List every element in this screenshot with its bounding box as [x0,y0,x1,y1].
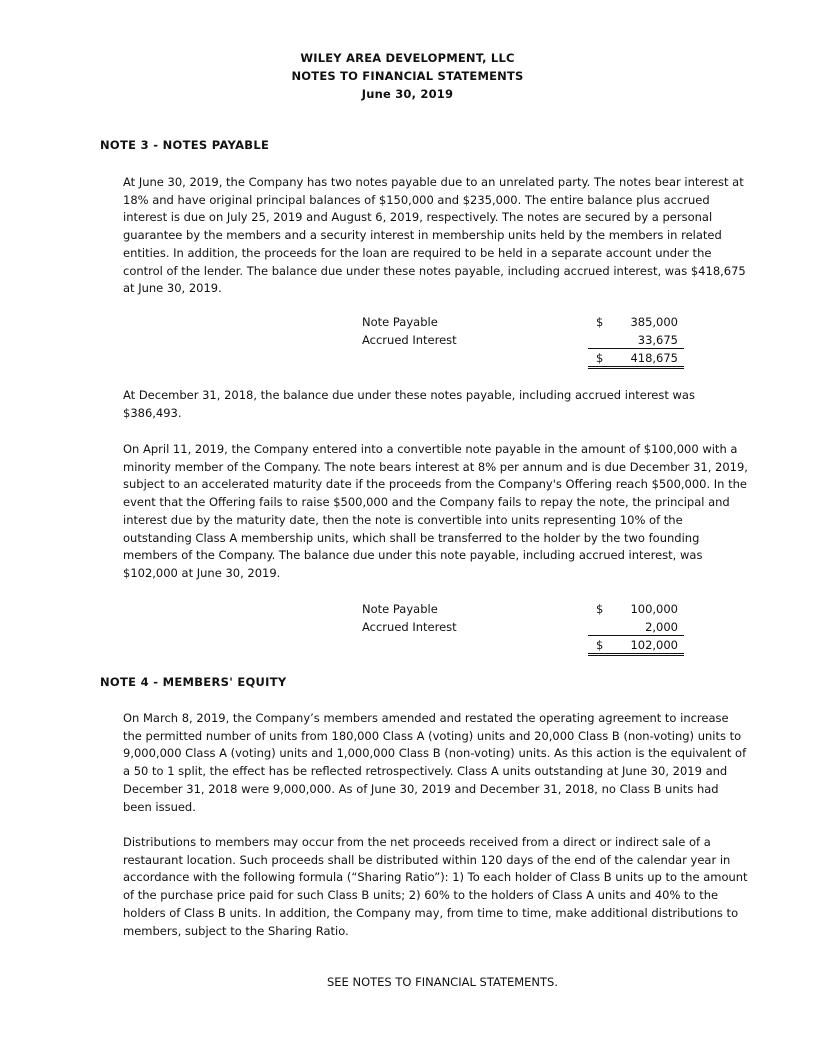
amount: 385,000 [630,315,678,329]
total-amount: 102,000 [630,638,678,652]
currency-symbol: $ [596,602,604,616]
row-label: Accrued Interest [362,333,457,347]
document-title: NOTES TO FINANCIAL STATEMENTS [291,69,524,83]
amount: 2,000 [645,620,678,634]
currency-symbol: $ [596,638,604,652]
row-label: Note Payable [362,315,438,329]
notes-payable-table [362,313,692,367]
note4-paragraph-2: Distributions to members may occur from the net proceeds received from a direct or indirect sale of a restaurant location. Such proceeds shall be distributed within 120 days of the end of the calendar year in accordance with the following formula (“Sharing Ratio”): 1) To each holder of Class B units up to the amount of the purchase price paid for such Class B units; 2) 60% to the holders of Class A units and 40% to the holders of Class B units. In addition, the Company may, from time to time, make additional distributions to members, subject to the Sharing Ratio. [123,835,748,938]
note4-heading: NOTE 4 - MEMBERS' EQUITY [100,675,287,689]
footer-note: SEE NOTES TO FINANCIAL STATEMENTS. [326,975,559,989]
table-row [362,618,692,636]
row-label: Note Payable [362,602,438,616]
table-total-row [362,636,692,654]
total-amount: 418,675 [630,351,678,365]
note3-paragraph-1: At June 30, 2019, the Company has two notes payable due to an unrelated party. The notes bear interest at 18% and have original principal balances of $150,000 and $235,000. The entire balance plus accrued interest is due on July 25, 2019 and August 6, 2019, respectively. The notes are secured by a personal guarantee by the members and a security interest in membership units held by the members in related entities. In addition, the proceeds for the loan are required to be held in a separate account under the control of the lender. The balance due under these notes payable, including accrued interest, was $418,675 at June 30, 2019. [123,175,746,296]
note4-paragraph-1: On March 8, 2019, the Company’s members amended and restated the operating agreement to increase the permitted number of units from 180,000 Class A (voting) units and 20,000 Class B (non-voting) units to 9,000,000 Class A (voting) units and 1,000,000 Class B (non-voting) units. As this action is the equivalent of a 50 to 1 split, the effect has be reflected retrospectively. Class A units outstanding at June 30, 2019 and December 31, 2018 were 9,000,000. As of June 30, 2019 and December 31, 2018, no Class B units had been issued. [123,711,747,814]
table-row [362,331,692,349]
document-date: June 30, 2019 [361,87,454,101]
currency-symbol: $ [596,315,604,329]
note3-paragraph-2: At December 31, 2018, the balance due under these notes payable, including accrued interest was $386,493. [123,388,695,420]
row-label: Accrued Interest [362,620,457,634]
convertible-note-table [362,600,692,654]
table-row [362,313,692,331]
document-header [0,49,815,103]
amount: 100,000 [630,602,678,616]
note3-paragraph-3: On April 11, 2019, the Company entered into a convertible note payable in the amount of $100,000 with a minority member of the Company. The note bears interest at 8% per annum and is due December 31, 2019, subject to an accelerated maturity date if the proceeds from the Company's Offering reach $500,000. In the event that the Offering fails to raise $500,000 and the Company fails to repay the note, the principal and interest due by the maturity date, then the note is convertible into units representing 10% of the outstanding Class A membership units, which shall be transferred to the holder by the two founding members of the Company. The balance due under this note payable, including accrued interest, was $102,000 at June 30, 2019. [123,442,748,580]
currency-symbol: $ [596,351,604,365]
company-name: WILEY AREA DEVELOPMENT, LLC [300,51,515,65]
amount: 33,675 [637,333,678,347]
note3-heading: NOTE 3 - NOTES PAYABLE [100,138,270,152]
table-total-row [362,349,692,367]
table-row [362,600,692,618]
